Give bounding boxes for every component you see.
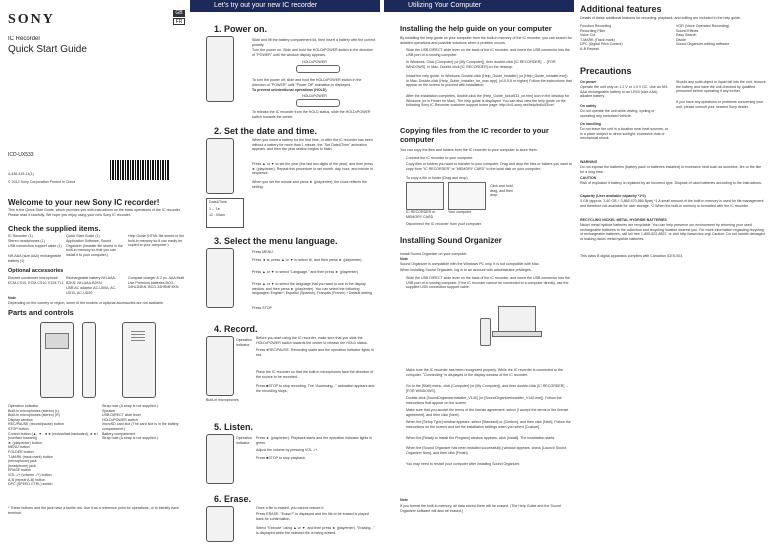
sony-logo: SONY (8, 12, 55, 27)
handling-text-2: Should any solid object or liquid fall into the unit, remove the battery and have the unit checked by qualified personnel before operating it any further. (676, 80, 766, 94)
step6-intro: Once a file is erased, you cannot restore it. (256, 506, 325, 510)
step4-item: Before you start using the IC recorder, make sure that you slide the HOLD•POWER switch towards the center to release the HOLD status. (256, 336, 368, 345)
supplied-item: USB connection support cable (1) (8, 244, 62, 248)
questions-text: If you have any questions or problems concerning your unit, please consult your nearest Sony dealer. (676, 100, 764, 109)
hold-switch-diagram (296, 65, 340, 73)
screen-line: 1→ 1● (209, 206, 220, 211)
features-col2 (676, 24, 766, 47)
speaker-grille (131, 331, 145, 341)
hold-power-label: HOLD•POWER (302, 60, 327, 64)
feature-item: A-B Repeat (580, 46, 599, 51)
so-item: When the [Sound Organizer has been installed successfully.] window appears, check [Launch Sound Organizer Now], and then click [Finish]. (406, 446, 567, 455)
step3-heading: 3. Select the menu language. (214, 236, 338, 246)
step6-heading: 6. Erase. (214, 494, 252, 504)
help-heading: Installing the help guide on your computer (400, 24, 552, 33)
parts-list-col1 (8, 404, 100, 487)
supplied-item: IC Recorder (1) (8, 234, 33, 238)
part-item: HOLD•POWER switch (102, 417, 138, 422)
step1-item: Slide and lift the battery compartment lid, then insert a battery with the correct polarity. (252, 38, 376, 47)
part-item: Built-in microphones (stereo) (R) (8, 413, 60, 418)
feature-item: T-MARK (Track mark) (580, 37, 615, 42)
copy-diagram-right-label: Your computer (448, 210, 472, 214)
feature-item: Function Recording (580, 24, 612, 28)
lang-code-fr: FR (173, 18, 185, 25)
part-item: Built-in microphones (stereo) (L) (8, 408, 60, 413)
copy-diagram-source-window (406, 182, 444, 210)
features-col1 (580, 24, 670, 52)
so-note2: When installing Sound Organizer, log in to an account with administrator privileges. (400, 268, 532, 272)
step1-heading: 1. Power on. (214, 24, 268, 34)
safety-text: Do not operate the unit while driving, cycling or operating any motorized vehicle. (580, 109, 655, 118)
supplied-item: NH-AAA (size AAA) rechargeable battery (1) (8, 254, 62, 263)
device-side-diagram (82, 322, 96, 398)
part-number: 4-436-415-11(1) (8, 172, 34, 176)
step5-device (206, 434, 234, 484)
part-item: A-B (repeat A-B) button (8, 477, 46, 482)
note-text: Depending on the country or region, some of the models or optional accessories are not available. (8, 301, 164, 305)
feature-item: Voice Cut (580, 33, 596, 38)
step4-item: Press ●REC/PAUSE. Recording starts and the operation indicator lights in red. (256, 348, 374, 357)
recycling-label: RECYCLING NICKEL METAL HYDRIDE BATTERIES (580, 218, 667, 222)
note-label: Note (8, 296, 16, 300)
feature-item: Sound Organizer editing software (676, 42, 730, 47)
help-item: In Windows: Click [Computer] (or [My Computer]), then double-click [IC RECORDER] → [FOR WINDOWS]. In Mac: Double-click [IC RECORDER] on the desktop. (406, 60, 556, 69)
step2-screen (206, 198, 244, 228)
part-item: Strap hole (A strap is not supplied.) (102, 436, 158, 441)
additional-features-heading: Additional features (580, 4, 662, 14)
part-item: ► (play/enter) button (8, 440, 42, 445)
step6-item: Select "Execute" using ▲ or ▼, and then press ► (play/enter). "Erasing..." is displayed while the selected file is being erased. (256, 526, 375, 535)
warning-text: Do not expose the batteries (battery pack or batteries installed) to excessive heat such as sunshine, fire or the like for a long time. (580, 165, 762, 174)
so-item: Go to the [Start] menu, click [Computer] (or [My Computer]), and then double-click [IC RECORDER] → [FOR WINDOWS]. (406, 384, 569, 393)
right-panel (384, 0, 574, 544)
step4-device (206, 336, 234, 396)
capacity-label: Capacity (User available capacity *1*2) (580, 194, 646, 198)
step3-item: Press STOP. (252, 306, 273, 310)
part-item: VOL -/+ (volume -/+) button (8, 472, 52, 477)
part-item: REC/PAUSE (record/pause) button (8, 422, 64, 427)
recorder-icon (480, 318, 491, 346)
help-item: Slide the USB DIRECT slide lever on the back of the IC recorder, and insert the USB connector into the USB port of a running computer. (406, 48, 570, 57)
optional-item: Electret condenser microphone ECM-CS10, ECM-CS10, ECM-TL1 (8, 276, 64, 285)
laptop-icon (498, 306, 536, 332)
optional-item: USB AC adaptor AC-U50A, AC-UD10, AC-UD20 (66, 286, 117, 295)
lang-code-gb: GB (173, 10, 185, 17)
part-item: (microphone) jack (8, 459, 37, 464)
warning-label: WARNING (580, 160, 598, 164)
step2-device (206, 138, 234, 194)
step5-item: Adjust the volume by pressing VOL -/+. (256, 448, 319, 452)
so-item: Double-click [SoundOrganizerInstaller_V140] (or [SoundOrganizerInstaller_V140.exe]). Follow the instructions that appear on the screen. (406, 396, 562, 405)
device-back-diagram (122, 322, 156, 398)
copy-item: Connect the IC recorder to your computer. (406, 156, 474, 160)
step4-item: Press ■STOP to stop recording. The "Accessing..." animation appears and the recording stops. (256, 384, 375, 393)
step2-heading: 2. Set the date and time. (214, 126, 318, 136)
copy-heading: Copying files from the IC recorder to your computer (400, 126, 549, 144)
parts-list-col2 (102, 404, 188, 441)
product-name: IC Recorder (8, 36, 41, 42)
power-text: Operate the unit only on 1.2 V or 1.5 V DC. Use an NH-AAA rechargeable battery or an LR03 (size AAA) alkaline battery. (580, 85, 669, 99)
step3-item: Press MENU. (252, 250, 274, 254)
part-item: FOLDER button (8, 449, 34, 454)
step1-power-off: To turn the power off, slide and hold the HOLD•POWER switch in the direction of "POWER" until "Power Off" animation is displayed. (252, 78, 362, 87)
step6-device (206, 506, 234, 542)
step2-item: When you set the minute and press ► (play/enter), the clock reflects the setting. (252, 180, 368, 189)
so-item: Make sure that you accept the terms of the license agreement, select [I accept the terms in the license agreement], and then click [Next]. (406, 408, 569, 417)
step1-hold-title: To prevent unintentional operations (HOLD) (252, 88, 327, 92)
optional-item: Rechargeable battery NH-AAA-B2KN, NH-AAA-B2KN (66, 276, 117, 285)
feature-item: Recording Filter (580, 28, 606, 33)
part-item: microSD card slot (The card slot is in the battery compartment.) (102, 422, 179, 431)
step5-item: Press ■STOP to stop playback. (256, 456, 306, 460)
help-intro: By installing the help guide on your computer from the built-in memory of the IC recorder, you can search for detailed operations and possible solutions when a problem occurs. (400, 36, 572, 45)
feature-item: Easy Search (676, 33, 697, 38)
copy-item: Copy files or folders you want to transfer to your computer. Drag and drop the files or folders you want to copy from "IC RECORDER" or "MEMORY CARD" to the local disk on your computer. (406, 162, 572, 171)
far-right-panel (580, 0, 768, 544)
capacity-text: 4 GB (approx. 3.60 GB = 3,865,470,566 Byte) *1 A small amount of the built-in memory is used for file management and therefore not available for user storage. *2 When the built-in memory is formatted with the IC recorder. (580, 199, 764, 208)
part-item: Control button (▲, ▼, ◄◄ (review/fast backward), ►►I (cue/fast forward)) (8, 431, 99, 441)
step1-release: To release the IC recorder from the HOLD status, slide the HOLD•POWER switch towards the center. (252, 110, 371, 119)
part-item: STOP button (8, 426, 29, 431)
parts-heading: Parts and controls (8, 308, 74, 317)
step4-item: Place the IC recorder so that the built-in microphones face the direction of the source to be recorded. (256, 370, 374, 379)
step6-item: Press ERASE. "Erase?" is displayed and the file to be erased is played back for confirmation. (256, 512, 369, 521)
so-intro: Install Sound Organizer on your computer. (400, 252, 468, 256)
right-banner: Utilizing Your Computer (384, 0, 574, 12)
so-footer-label: Note (400, 498, 408, 502)
handling-label: On handling (580, 122, 601, 126)
so-note-label: Note (400, 257, 408, 261)
step3-item: Press ▲ or ▼ to select the language that you want to use in the display window, and then press ► (play/enter). You can select the following languages: English*, Español (Spanish), Français (French) * Default setting (252, 282, 372, 296)
supplied-item: Quick Start Guide (1) (66, 234, 100, 238)
usb-connection-diagram (480, 300, 540, 352)
screen-line: 12 : 00am (209, 213, 225, 218)
supplied-item: Stereo headphones (1) (8, 239, 45, 243)
operation-indicator-label-2: Operation indicator (236, 436, 252, 445)
step3-item: Press ▲ or ▼ to select "Language," and then press ► (play/enter). (252, 270, 359, 274)
copyright: © 2012 Sony Corporation Printed in China (8, 180, 76, 184)
parts-footnote: * These buttons and the jack have a tactile dot. Use it as a reference point for operations, or to identify each terminal. (8, 506, 179, 515)
so-footer: If you format the built-in memory, all data stored there will be erased. (The Help Guide and the Sound Organizer software will also be erased.) (400, 504, 561, 513)
step5-item: Press ► (play/enter). Playback starts and the operation indicator lights in green. (256, 436, 373, 445)
safety-label: On safety (580, 104, 597, 108)
part-item: USB DIRECT slide lever (102, 413, 141, 418)
so-item: Slide the USB DIRECT slide lever on the back of the IC recorder, and insert the USB connector into the USB port of a running computer. If the IC recorder cannot be connected to a computer directly, use the supplied USB connection support cable. (406, 276, 570, 290)
step1-device (206, 36, 234, 102)
laptop-base (492, 331, 542, 337)
feature-item: Divide (676, 37, 686, 42)
screen-line: Date&Time (209, 200, 227, 204)
part-item: Operation indicator (8, 404, 39, 408)
part-item: (headphone) jack (8, 463, 36, 468)
step2-intro: When you insert a battery for the first time, or after the IC recorder has been without a battery for more than 1 minute, the "Set Date&Time" animation appears, and then the year section begins to flash. (252, 138, 373, 152)
welcome-text: This is the Quick Start Guide, which provides you with instructions on the basic operations of the IC recorder. Please read it carefully. We hope you enjoy using your new Sony IC recorder. (8, 208, 181, 217)
feature-item: VOR (Voice Operated Recording) (676, 24, 730, 28)
display-window (45, 333, 69, 349)
left-panel (0, 0, 190, 544)
supplied-item: Application Software, Sound Organizer (Installer file stored in the built-in memory so that you can install it to your computer.) (66, 239, 123, 257)
part-item: Battery compartment (102, 431, 136, 436)
caution-text: Risk of explosion if battery is replaced by an incorrect type. Dispose of used batteries according to the instructions. (580, 181, 762, 185)
copy-diagram-left-label: IC RECORDER or MEMORY CARD (406, 210, 436, 219)
caution-label: CAUTION (580, 176, 597, 180)
part-item: T-MARK (track mark) button (8, 454, 53, 459)
check-heading: Check the supplied items. (8, 224, 101, 233)
hold-power-label-2: HOLD•POWER (302, 94, 327, 98)
part-item: Display window (8, 417, 33, 422)
power-label: On power (580, 80, 597, 84)
step3-device (206, 248, 234, 308)
so-heading: Installing Sound Organizer (400, 236, 502, 245)
part-item: DPC (SPEED CTRL) switch (8, 482, 53, 487)
optional-item: Compact charger & 2 pc. AAA Multi Use Premium batteries BCG-34HLD4KN, BCG-34HRMF4KN (128, 276, 185, 290)
device-front-diagram (40, 322, 74, 398)
part-item: Speaker (102, 408, 116, 413)
step3-item: Press ◄◄, press ▲ or ▼ to select ⚙, and then press ► (play/enter). (252, 258, 363, 262)
operation-indicator-label: Operation indicator (236, 338, 252, 347)
canada-compliance: This class B digital apparatus complies with Canadian ICES-003. (580, 254, 684, 258)
middle-panel (190, 0, 380, 544)
so-item: When the [Setup Type] window appears, select [Standard] or [Custom], and then click [Next]. Follow the instructions on the screen and set the installation settings when you select [Custom]. (406, 420, 571, 429)
copy-item: Disconnect the IC recorder from your computer. (406, 222, 482, 226)
part-item: Strap hole (A strap is not supplied.) (102, 404, 158, 408)
so-restart: You may need to restart your computer after installing Sound Organizer. (406, 462, 521, 466)
so-note: Sound Organizer is compatible with the Windows PC only. It is not compatible with Mac. (400, 262, 540, 266)
step5-heading: 5. Listen. (214, 422, 254, 432)
feature-item: DPC (Digital Pitch Control) (580, 42, 623, 47)
copy-intro: You can copy the files and folders from the IC recorder to your computer to store them. (400, 148, 538, 152)
additional-features-intro: Details of these additional features for recording, playback, and editing are included in the help guide. (580, 16, 742, 20)
builtin-mic-label: Built-in microphones (206, 398, 239, 402)
step1-item: Turn the power on. Slide and hold the HOLD•POWER switch in the direction of "POWER" until the window display appears. (252, 48, 373, 57)
model-number: ICD-UX533 (8, 152, 34, 158)
copy-subheading: To copy a file or folder (Drag and drop) (406, 176, 468, 180)
handling-text: Do not leave the unit in a location near heat sources, or in a place subject to direct sunlight, excessive dust or mechanical shock. (580, 127, 669, 141)
so-item: Make sure the IC recorder has been recognized properly. While the IC recorder is connected to the computer, "Connecting" is displayed in the display window of the IC recorder. (406, 368, 563, 377)
hold-switch-diagram-2 (296, 99, 340, 107)
optional-heading: Optional accessories (8, 268, 64, 274)
welcome-heading: Welcome to your new Sony IC recorder! (8, 198, 160, 207)
copy-diagram-action: Click and hold, drag, and then drop. (490, 184, 514, 198)
guide-title: Quick Start Guide (8, 44, 87, 55)
help-item: After the installation completes, double-click the [Help_Guide_icdux533_ce.htm] icon in the desktop for Windows (or in Finder for Mac). The help guide is displayed. You can also view the help guide on the following Sony IC Recorder customer support home page: http://rd1.sony.net/help/icd/u53/ce/ (406, 94, 570, 108)
copy-diagram-target-window (448, 182, 486, 210)
feature-item: Sound Effects (676, 28, 699, 33)
part-item: ERASE button (8, 468, 32, 473)
step2-item: Press ▲ or ▼ to set the year (the last two digits of the year), and then press ► (play/enter). Repeat this procedure to set month, day, hour, and minute in sequence. (252, 162, 373, 176)
so-item: When the [Ready to Install the Program] window appears, click [Install]. The installation starts. (406, 436, 556, 440)
step4-heading: 4. Record. (214, 324, 258, 334)
barcode (110, 160, 170, 180)
supplied-item: Help Guide (HTML file stored in the built-in memory so it can easily be copied to your computer.) (128, 234, 185, 248)
part-item: MENU button (8, 445, 30, 450)
middle-banner: Let's try out your new IC recorder (190, 0, 380, 12)
recycling-text: Nickel metal hydride batteries are recyclable. You can help preserve our environment by returning your used rechargeable batteries to the collection and recycling location nearest you. For more information regarding recycling of rechargeable batteries, call toll free 1-800-822-8837, or visit http://www.rbrc.org/ Caution: Do not handle damaged or leaking nickel metal hydride batteries. (580, 223, 765, 241)
help-item: Install the help guide. In Windows: Double-click [Help_Guide_Installer] (or [Help_Guide_Installer.exe]). In Mac: Double-click [Help_Guide_Installer_for_mac.app]. (v10.5.8 or higher) Follow the instructions that appear on the screen to proceed with installation. (406, 74, 572, 88)
precautions-heading: Precautions (580, 66, 632, 76)
